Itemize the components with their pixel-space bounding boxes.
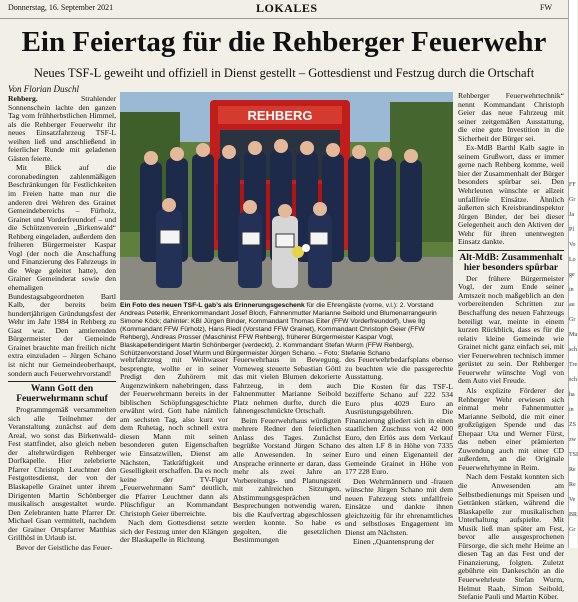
edge-fragment: TSI: [569, 452, 578, 458]
edge-fragment: Ve: [569, 497, 576, 503]
paragraph-text: Strahlender Sonnenschein lachte den ganzen Tag vom frühherbstlichen Himmel, als die Rehberger Feuerwehr ihr neues Einsatzfahrzeug TSF-L weihen ließ und anschließend in feierlicher Runde mit geladenen Gästen feierte.: [8, 94, 116, 163]
edge-fragment: in: [569, 407, 574, 413]
photo-caption: [120, 302, 453, 358]
paragraph: Ex-MdB Barthl Kalb sagte in seinem Grußwort, dass er immer gerne nach Rehberg komme, weil hier der Zusammenhalt der Bürger besonders spürbar sei. Den Wehrleuten wünschte er allzeit unfallfreie Einsätze. Ähnlich äußerten sich Kreisbrandinspektor Jürgen Binder, der bei dieser Gelegenheit auch den Aktiven der Wehr für ihren unentwegten Einsatz dankte.: [458, 143, 564, 247]
caption-text: für die Ehrengäste (vorne, v.l.): 2. Vorstand Andreas Peterlik, Ehrenkommandant Josef Bloch, Fahnenmutter Marianne Seibold und Blumenarrangeurin Simone Köck; dahinter: KBI Jürgen Binder, Kommandant Thomas Eiter (FFW Vorderfreundorf), Uwe Ilg (Kommandant FFW Fürholz), Hans Riedl (Vorstand FFW Grainet), Kommandant Christoph Geier (FFW Rehberg), Andreas Prosser (Maschinist FFW Rehberg), früherer Bürgermeister Kaspar Vogl, Blaskapellendirigent Martin Schönberger (verdeckt), 2. Kommandant Stefan Wurm (FFW Rehberg), Schützenvorstand Josef Wurm und Bürgermeister Jürgen Schano.: [120, 302, 437, 357]
article-column-5: [458, 91, 564, 602]
edge-fragment: Re: [569, 482, 576, 488]
paragraph: wehrfahrzeug mit Weihwasser besprengte, wollte er in seiner Predigt den Zuhörern mit Augenzwinkern nahebringen, dass der Feuerwehrmann bereits in der biblischen Schöpfungsgeschichte erwähnt wird. Gott habe nämlich am sechsten Tag, also kurz vor dem Ruhetag, noch schnell extra diesen Mann mit seinen besonderen guten Eigenschaften wie Einsatzwillen, Dienst am Nächsten, Tatkräftigkeit und Geselligkeit erschaffen. Da es noch keine der TV-Figur „Feuerwehrmann Sam“ deutlich, die Pfarrer Leuchtner dann als Plüschfigur an Kommandant Christoph Geier überreichte.: [120, 355, 228, 518]
subheadline: Neues TSF-L geweiht und offiziell in Dienst gestellt – Gottesdienst und Festzug durch die Ortschaft: [33, 66, 535, 80]
edge-fragment: Gr: [569, 317, 576, 323]
edge-fragment: ha: [569, 392, 575, 398]
photo-credit: – Foto: Stefanie Schano: [316, 350, 391, 357]
article-column-2: [120, 356, 228, 545]
edge-fragment: Tre: [569, 362, 578, 368]
edge-fragment: sch: [569, 347, 577, 353]
edge-fragment: sch: [569, 377, 577, 383]
article-photo: [120, 92, 453, 300]
edge-fragment: ge: [569, 272, 575, 278]
paragraph: Bevor der Geistliche das Feuer-: [16, 542, 113, 552]
paragraph: Nach dem Gottesdienst setzte sich der Festzug unter den Klängen der Blaskapelle in Richtung: [120, 518, 228, 545]
byline: Von Florian Duschl: [8, 84, 79, 94]
edge-fragment: au: [569, 302, 575, 308]
edge-fragment: Gr: [569, 197, 576, 203]
truck-sign: REHBERG: [247, 108, 313, 123]
page-header: [0, 0, 576, 19]
paragraph: [8, 95, 116, 163]
paragraph: Beim Feuerwehrhaus würdigten mehrere Redner den feierlichen Anlass des Tages. Zunächst begrüßte Vorstand Jürgen Schano alle Anwesenden. In seiner Ansprache erinnerte er daran, dass mehr als zwei Jahre an Vorbereitungs- und Planungszeit mit zahlreichen Sitzungen, Abstimmungsgesprächen und Besprechungen notwendig waren, bis die Kaufvertrag abgeschlossen werden konnte. So habe es gegolten, die gesetzlichen Bestimmungen: [233, 415, 341, 545]
paragraph: Mit Blick auf die coronabedingten zahlenmäßigen Beschränkungen für Festlichkeiten im Freien hatte man nur die anderen drei Wehren des Grainet Gemeindebereichs – Fürholz, Grainet und Vorderfreundorf – und die Schützenverein „Birkenwald“ Rehberg eingeladen, außerdem den früheren Bürgermeister Kaspar Vogl (der noch die Anschaffung und Finanzierung des Fahrzeugs in die Wege geleitet hatte), den Grainer Gemeinderat sowie den ehemaligen Bundestagsabgeordneten Bartl Kalb, der bereits beim hundertjährigen Gründungsfest der Wehr im Jahr 1984 in Rehberg zu Gast war. Den amtierenden Bürgermeister der Gemeinde Grainet brauchte man freilich nicht extra einzuladen – Jürgen Schano ist nicht nur Gemeindeoberhaupt, sondern auch Feuerwehrvorstand!: [8, 163, 116, 378]
paragraph: Als explizite Förderer der Rehberger Wehr erwiesen sich einmal mehr Fahnenmutter Marianne Seibold, die mit einer großzügigen Spende und das Ehepaar Uta und Werner Fürst, das neben einer prämierten Zuwendung auch mit einer CD außerdem, an die Originale Feuerwehrhymne in Reim.: [458, 385, 564, 472]
edge-fragment: Ja: [569, 212, 574, 218]
subhead: Alt-MdB: Zusammenhalt hier besonders spürbar: [458, 250, 564, 273]
issue-date: Donnerstag, 16. September 2021: [8, 3, 114, 12]
subhead: Wann Gott den Feuerwehrmann schuf: [8, 381, 116, 404]
paragraph: Einen „Quantensprung der: [353, 537, 434, 547]
photo-illustration: [120, 92, 453, 300]
edge-fragment: FF: [569, 182, 576, 188]
edge-fragment: Lo: [569, 257, 576, 263]
paragraph: Feuerwehrhaus in Bewegung. Vorneweg steuerte Sebastian Göttl das mit vielen Blumen dekorierte Fahrzeug, in dem auch Fahnenmutter Marianne Seibold Platz nehmen durfte, durch die fahnengeschmückte Ortschaft.: [233, 355, 341, 416]
article-column-4: [345, 356, 453, 545]
edition-code: FW: [540, 3, 552, 12]
edge-fragment: Gr: [569, 527, 576, 533]
paragraph: Rehberger Feuerwehrtechnik“ nennt Kommandant Christoph Geier das neue Fahrzeug mit seiner zeitgemäßen Ausstattung, die eine gute Investition in die Sicherheit der Bürger sei.: [458, 91, 564, 143]
paragraph: Nach dem Festakt konnten sich die Anwesenden am Selbstbedienungs mit Speisen und Getränken stärken, während die Blaskapelle zur musikalischen Unterhaltung aufspielte. Mit Musik ließ man später am Fest, bevor alle ausgesprochenen Fürsorge, die sich mehr Heime an diesen Tag an das Fest und der Finanzierung, folgten. Zuletzt gebührte ein Dankeschön an die Feuerwehrleute Stefan Wurm, Helmut Raab, Simon Seibold, Stefanie Pauli und Martin Köber.: [458, 472, 564, 602]
edge-fragment: BR: [569, 512, 578, 518]
edge-fragment: Vo: [569, 242, 576, 248]
headline: Ein Feiertag für die Rehberger Feuerwehr: [21, 26, 547, 58]
paragraph: Die Kosten für das TSF-L bezifferte Schano auf 222 534 Euro plus 4029 Euro an Ausrüstungsgebühren. Die Finanzierung gliedert sich in einen staatlichen Zuschuss von 42 000 Euro, den Erlös aus dem Verkauf des alten LF 8 in Höhe von 7335 Euro und einen Eigenanteil der Gemeinde Grainet in Höhe von 177 228 Euro.: [345, 381, 453, 477]
paragraph: Den Wehrmännern und -frauen wünschte Jürgen Schano mit dem neuen Fahrzeug stets unfallfreie Einsätze und dankte ihnen gleichzeitig für ihr ehrenamtliches und selbstloses Engagement im Dienst am Nächsten.: [345, 476, 453, 537]
edge-fragment: Pl: [569, 227, 575, 233]
edge-fragment: Mu: [569, 332, 578, 338]
edge-fragment: ZS: [569, 422, 577, 428]
article-column-3: [233, 356, 341, 545]
dateline: Rehberg.: [8, 94, 38, 103]
paragraph: Programmgemäß versammelten sich alle Teilnehmer der Veranstaltung zunächst auf dem Areal, wo sonst das Birkenwald-Fest stattfindet, also gleich neben der altehrwürdigen Rehberger Dorfkapelle. Hier zelebrierte Pfarrer Christoph Leuchtner den Festgottesdienst, der von der Blaskapelle Grainet unter ihrem Dirigenten Martin Schönberger musikalisch ausgestaltet wurde. Den Zelebranten hatte Pfarrer Dr. Michael Gsan vermittelt, nachdem der Grainer Ortspfarrer Matthias Grillhösl in Urlaub ist.: [8, 405, 116, 543]
section-title: LOKALES: [256, 1, 318, 15]
edge-fragment: Re: [569, 467, 576, 473]
article-column-1: [8, 94, 116, 552]
caption-lead: Ein Foto des neuen TSF-L gab’s als Erinnerungsgeschenk: [120, 302, 305, 309]
paragraph: Der frühere Bürgermeister Vogl, der zum Ende seiner Amtszeit noch maßgeblich an den vorbereitenden Schritten zur Beschaffung des neuen Fahrzeugs beteiligt war, meinte in einem kurzen Rückblick, dass es für die relativ kleine Gemeinde wie Grainet nicht ganz einfach sei, mit vier Feuerwehren technisch immer gerüstet zu sein. Der Rehberger Feuerwehr wünschte Vogl von dem Auto viel Freude.: [458, 273, 564, 386]
paragraph: des Feuerwehrbedarfsplans ebenso zu beachten wie die passgerechte Ausstattung.: [345, 355, 453, 382]
edge-fragment: in: [569, 287, 574, 293]
edge-fragment: zw: [569, 437, 576, 443]
